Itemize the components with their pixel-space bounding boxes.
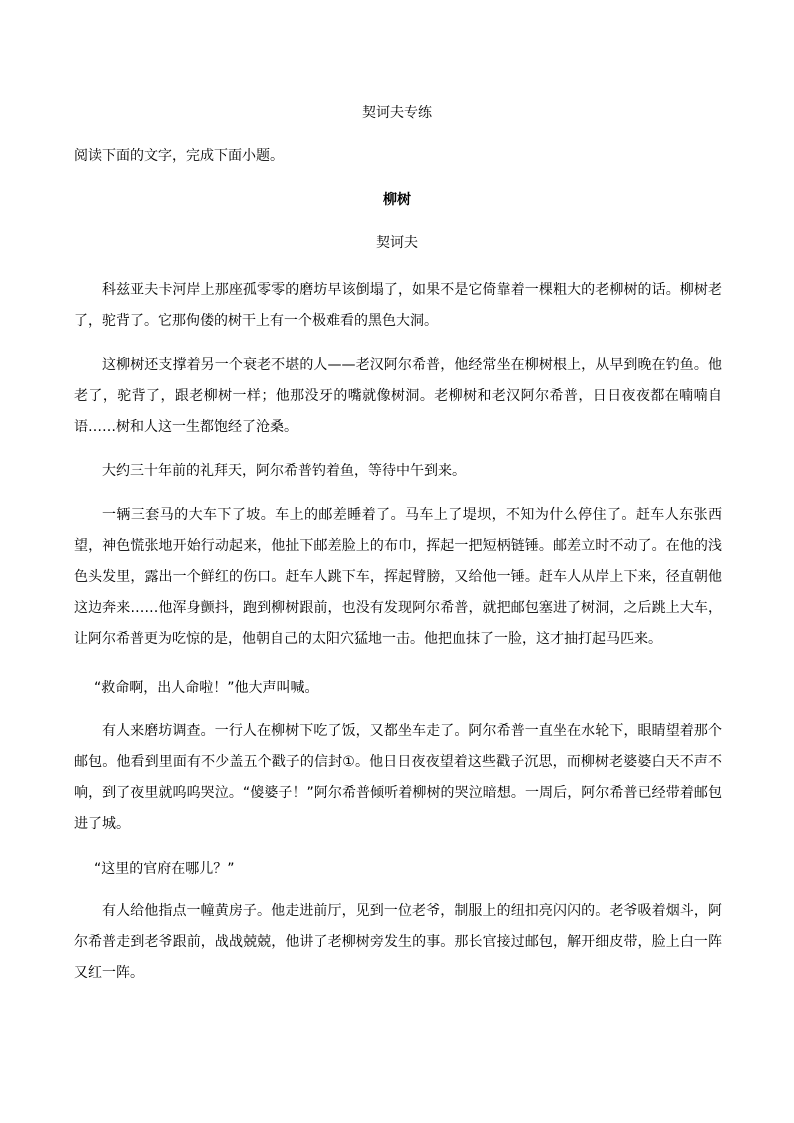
story-author: 契诃夫 [376,235,418,251]
story-dialogue: “救命啊，出人命啦！”他大声叫喊。 [94,680,319,696]
story-paragraph: 有人给他指点一幢黄房子。他走进前厅，见到一位老爷，制服上的纽扣亮闪闪的。老爷吸着烟斗，阿尔希普走到老爷跟前，战战兢兢，他讲了老柳树旁发生的事。那长官接过邮包，解开细皮带，脸上白一阵又红一阵。 [74,903,722,981]
story-paragraph: 这柳树还支撑着另一个衰老不堪的人——老汉阿尔希普，他经常坐在柳树根上，从早到晚在钓鱼。他老了，驼背了，跟老柳树一样；他那没牙的嘴就像树洞。老柳树和老汉阿尔希普，日日夜夜都在喃喃自语……树和人这一生都饱经了沧桑。 [74,357,722,435]
story-paragraph: 一辆三套马的大车下了坡。车上的邮差睡着了。马车上了堤坝，不知为什么停住了。赶车人东张西望，神色慌张地开始行动起来，他扯下邮差脸上的布巾，挥起一把短柄链锤。邮差立时不动了。在他的浅色头发里，露出一个鲜红的伤口。赶车人跳下车，挥起臂膀，又给他一锤。赶车人从岸上下来，径直朝他这边奔来……他浑身颤抖，跑到柳树跟前，也没有发现阿尔希普，就把邮包塞进了树洞，之后跳上大车，让阿尔希普更为吃惊的是，他朝自己的太阳穴猛地一击。他把血抹了一脸，这才抽打起马匹来。 [74,507,722,647]
document-title: 契诃夫专练 [362,105,432,121]
story-paragraph: 科兹亚夫卡河岸上那座孤零零的磨坊早该倒塌了，如果不是它倚靠着一棵粗大的老柳树的话。柳树老了，驼背了。它那佝偻的树干上有一个极难看的黑色大洞。 [74,282,722,329]
reading-instruction: 阅读下面的文字，完成下面小题。 [74,148,284,164]
story-dialogue: “这里的官府在哪儿？” [94,861,235,877]
story-paragraph: 有人来磨坊调查。一行人在柳树下吃了饭，又都坐车走了。阿尔希普一直坐在水轮下，眼睛望着那个邮包。他看到里面有不少盖五个戳子的信封①。他日日夜夜望着这些戳子沉思，而柳树老婆婆白天不声不响，到了夜里就呜呜哭泣。“傻婆子！”阿尔希普倾听着柳树的哭泣暗想。一周后，阿尔希普已经带着邮包进了城。 [74,723,722,832]
story-title: 柳树 [383,192,411,208]
story-paragraph: 大约三十年前的礼拜天，阿尔希普钓着鱼，等待中午到来。 [102,463,466,479]
